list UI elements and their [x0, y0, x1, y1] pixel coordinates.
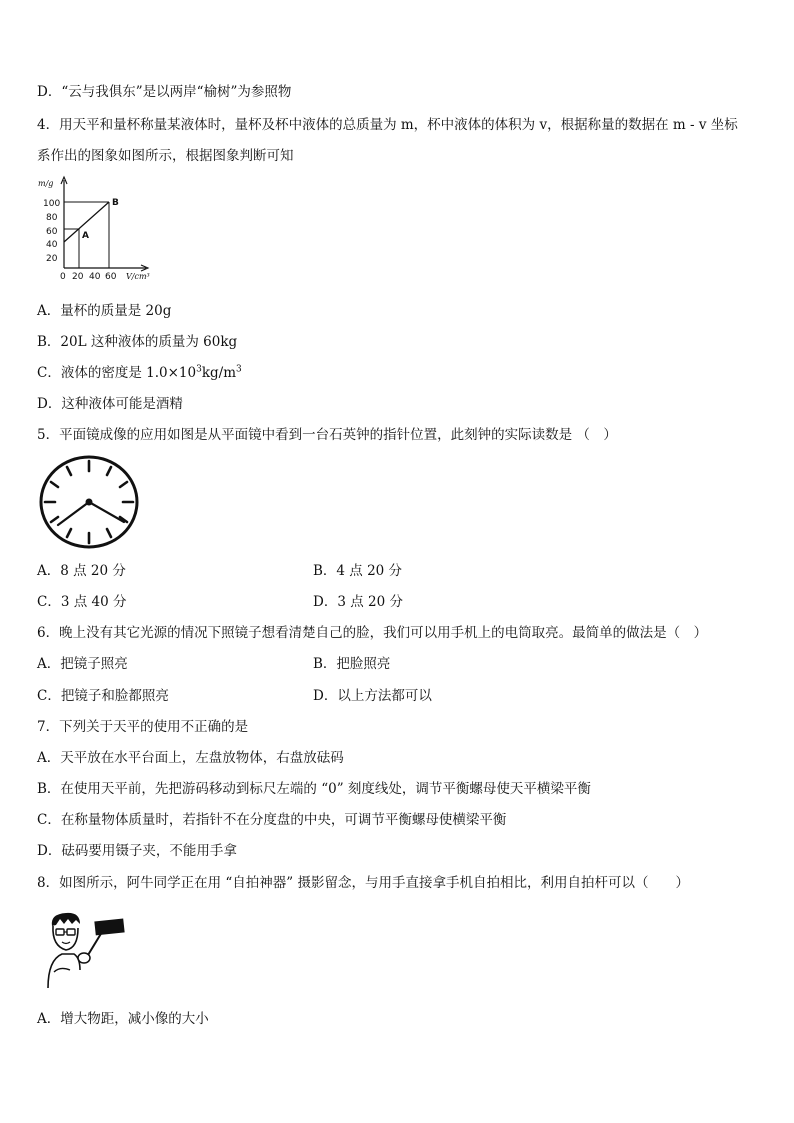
- q5-option-b: B．4 点 20 分: [313, 563, 403, 579]
- x-axis-label: V/cm³: [126, 272, 150, 281]
- y-axis-label: m/g: [38, 179, 54, 188]
- x-tick-40: 40: [89, 272, 101, 282]
- q5-stem: 5．平面镜成像的应用如图是从平面镜中看到一台石英钟的指针位置，此刻钟的实际读数是 （ ）: [37, 427, 617, 443]
- q7-option-a: A．天平放在水平台面上，左盘放物体，右盘放砝码: [37, 750, 344, 766]
- q6-option-a: A．把镜子照亮: [37, 656, 128, 672]
- q5-option-d: D．3 点 20 分: [313, 594, 403, 610]
- glasses-right: [67, 929, 75, 935]
- y-tick-60: 60: [46, 227, 58, 237]
- q8-stem: 8．如图所示，阿牛同学正在用 “自拍神器” 摄影留念，与用手直接拿手机自拍相比，利用自拍杆可以（ ）: [37, 875, 689, 891]
- q3-option-d: D．“云与我俱东”是以两岸“榆树”为参照物: [37, 84, 292, 100]
- q8-option-a: A．增大物距，减小像的大小: [37, 1011, 209, 1027]
- hour-hand: [58, 502, 89, 525]
- phone: [94, 918, 124, 935]
- q6-option-c: C．把镜子和脸都照亮: [37, 688, 169, 704]
- q5-option-a: A．8 点 20 分: [37, 563, 126, 579]
- q5-option-c: C．3 点 40 分: [37, 594, 127, 610]
- q4-option-b: B．20L 这种液体的质量为 60kg: [37, 334, 238, 350]
- mouth: [62, 942, 70, 944]
- q7-option-b: B．在使用天平前，先把游码移动到标尺左端的 “0” 刻度线处，调节平衡螺母使天平横梁平衡: [37, 781, 591, 797]
- x-tick-20: 20: [72, 272, 84, 282]
- y-tick-100: 100: [43, 199, 61, 209]
- y-tick-20: 20: [46, 254, 58, 264]
- q8-selfie-stick-figure: [40, 910, 132, 990]
- q4-mass-volume-graph: [34, 172, 162, 284]
- q4-option-c-unit: kg/m: [201, 365, 236, 381]
- q6-option-d: D．以上方法都可以: [313, 688, 432, 704]
- y-tick-40: 40: [46, 240, 58, 250]
- q7-stem: 7．下列关于天平的使用不正确的是: [37, 719, 249, 735]
- hair: [52, 913, 80, 926]
- arm: [54, 968, 70, 972]
- q4-stem-line1: 4．用天平和量杯称量某液体时，量杯及杯中液体的总质量为 m，杯中液体的体积为 v，根据称量的数据在 m - v 坐标: [37, 117, 738, 133]
- q4-option-c-prefix: C．液体的密度是 1.0×10: [37, 365, 197, 381]
- q7-option-d: D．砝码要用镊子夹，不能用手拿: [37, 843, 237, 859]
- point-b-label: B: [112, 198, 119, 208]
- glasses-left: [56, 929, 64, 935]
- q6-stem: 6．晚上没有其它光源的情况下照镜子想看清楚自己的脸，我们可以用手机上的电筒取亮。最简单的做法是（ ）: [37, 625, 708, 641]
- point-a-label: A: [82, 231, 89, 241]
- clock-center: [86, 499, 93, 506]
- q7-option-c: C．在称量物体质量时，若指针不在分度盘的中央，可调节平衡螺母使横梁平衡: [37, 812, 507, 828]
- q6-option-b: B．把脸照亮: [313, 656, 391, 672]
- q4-option-c: [37, 364, 242, 382]
- q4-option-a: A．量杯的质量是 20g: [37, 303, 172, 319]
- x-tick-60: 60: [105, 272, 117, 282]
- q4-stem-line2: 系作出的图象如图所示，根据图象判断可知: [37, 148, 294, 164]
- x-tick-0: 0: [60, 272, 66, 282]
- q4-option-c-unit-exp: 3: [236, 364, 242, 375]
- q5-mirror-clock: [36, 453, 142, 551]
- y-tick-80: 80: [46, 213, 58, 223]
- minute-hand: [89, 502, 124, 522]
- body: [48, 954, 80, 988]
- q4-option-d: D．这种液体可能是酒精: [37, 396, 183, 412]
- selfie-stick: [88, 932, 102, 955]
- q4-option-c-exp: 3: [196, 364, 202, 375]
